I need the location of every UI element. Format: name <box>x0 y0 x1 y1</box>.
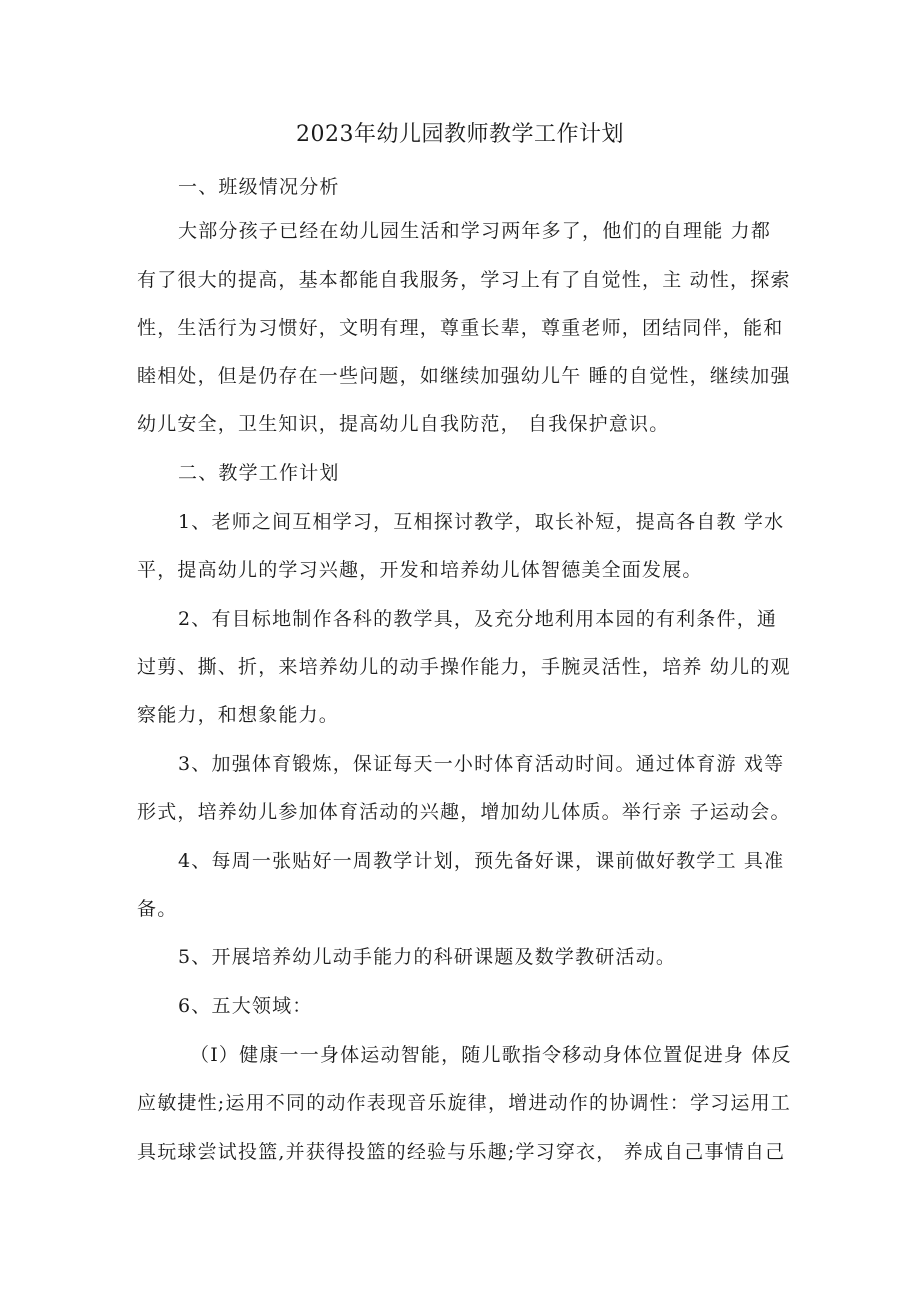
paragraph-line: 平，提高幼儿的学习兴趣，开发和培养幼儿体智德美全面发展。 <box>137 559 703 581</box>
paragraph-line: 5、开展培养幼儿动手能力的科研课题及数学教研活动。 <box>178 946 677 968</box>
paragraph-line: 过剪、撕、折，来培养幼儿的动手操作能力，手腕灵活性，培养 幼儿的观 <box>137 656 791 678</box>
paragraph-line: 大部分孩子已经在幼儿园生活和学习两年多了，他们的自理能 力都 <box>178 220 772 242</box>
paragraph-line: （I）健康一一身体运动智能，随儿歌指令移动身体位置促进身 体反 <box>190 1044 792 1066</box>
paragraph-line: 1、老师之间互相学习，互相探讨教学，取长补短，提高各自教 学水 <box>178 511 785 533</box>
paragraph-line: 睦相处，但是仍存在一些问题，如继续加强幼儿午 睡的自觉性，继续加强 <box>137 365 791 387</box>
paragraph-line: 形式，培养幼儿参加体育活动的兴趣，增加幼儿体质。举行亲 子运动会。 <box>137 801 791 823</box>
paragraph-line: 察能力，和想象能力。 <box>137 704 340 726</box>
paragraph-line: 幼儿安全，卫生知识，提高幼儿自我防范， 自我保护意识。 <box>137 413 670 435</box>
paragraph-line: 6、五大领域： <box>178 995 313 1017</box>
paragraph-line: 应敏捷性;运用不同的动作表现音乐旋律，增进动作的协调性：学习运用工 <box>137 1092 792 1114</box>
paragraph-line: 具玩球尝试投篮,并获得投篮的经验与乐趣;学习穿衣， 养成自己事情自己 <box>137 1141 786 1163</box>
paragraph-line: 性，生活行为习惯好，文明有理，尊重长辈，尊重老师，团结同伴，能和 <box>137 317 784 339</box>
paragraph-line: 有了很大的提高，基本都能自我服务，学习上有了自觉性，主 动性，探索 <box>137 269 791 291</box>
paragraph-line: 2、有目标地制作各科的教学具，及充分地利用本园的有利条件，通 <box>178 608 778 630</box>
section-heading-class-analysis: 一、班级情况分析 <box>178 176 340 198</box>
paragraph-line: 4、每周一张贴好一周教学计划，预先备好课，课前做好教学工 具准 <box>178 850 785 872</box>
section-heading-teaching-plan: 二、教学工作计划 <box>178 462 340 484</box>
paragraph-line: 3、加强体育锻炼，保证每天一小时体育活动时间。通过体育游 戏等 <box>178 753 785 775</box>
document-title: 2023年幼儿园教师教学工作计划 <box>296 122 624 147</box>
paragraph-line: 备。 <box>137 898 178 920</box>
